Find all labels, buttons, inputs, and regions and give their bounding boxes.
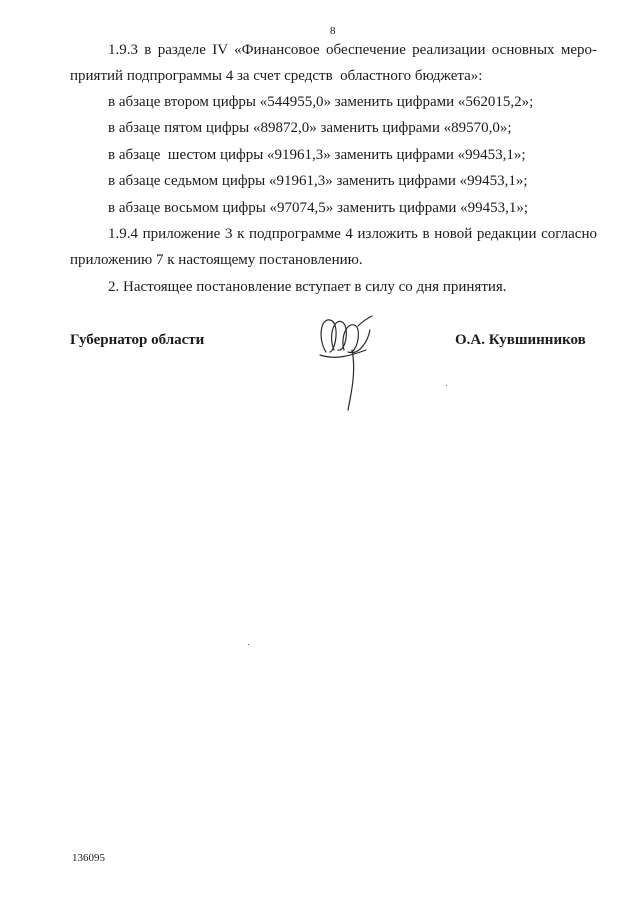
scan-speck — [248, 644, 249, 645]
amendment-paragraph-5: в абзаце пятом цифры «89872,0» заменить цифрами «89570,0»; — [108, 120, 512, 136]
section-2-effective-clause: 2. Настоящее постановление вступает в силу со дня принятия. — [108, 279, 507, 295]
section-1-9-3-line-1: 1.9.3 в разделе IV «Финансовое обеспечение реализации основных меро- — [108, 42, 597, 58]
section-1-9-4-line-2: приложению 7 к настоящему постановлению. — [70, 252, 363, 268]
amendment-paragraph-6: в абзаце шестом цифры «91961,3» заменить цифрами «99453,1»; — [108, 147, 526, 163]
document-code: 136095 — [72, 852, 105, 864]
scan-speck — [446, 385, 447, 386]
signatory-name: О.А. Кувшинников — [455, 332, 586, 348]
amendment-paragraph-2: в абзаце втором цифры «544955,0» заменить цифрами «562015,2»; — [108, 94, 534, 110]
section-1-9-4-line-1: 1.9.4 приложение 3 к подпрограмме 4 изложить в новой редакции согласно — [108, 226, 597, 242]
page-number: 8 — [330, 25, 336, 37]
handwritten-signature — [310, 312, 380, 416]
signatory-title: Губернатор области — [70, 332, 205, 348]
section-1-9-3-line-2: приятий подпрограммы 4 за счет средств областного бюджета»: — [70, 68, 483, 84]
amendment-paragraph-8: в абзаце восьмом цифры «97074,5» заменить цифрами «99453,1»; — [108, 200, 529, 216]
amendment-paragraph-7: в абзаце седьмом цифры «91961,3» заменить цифрами «99453,1»; — [108, 173, 528, 189]
